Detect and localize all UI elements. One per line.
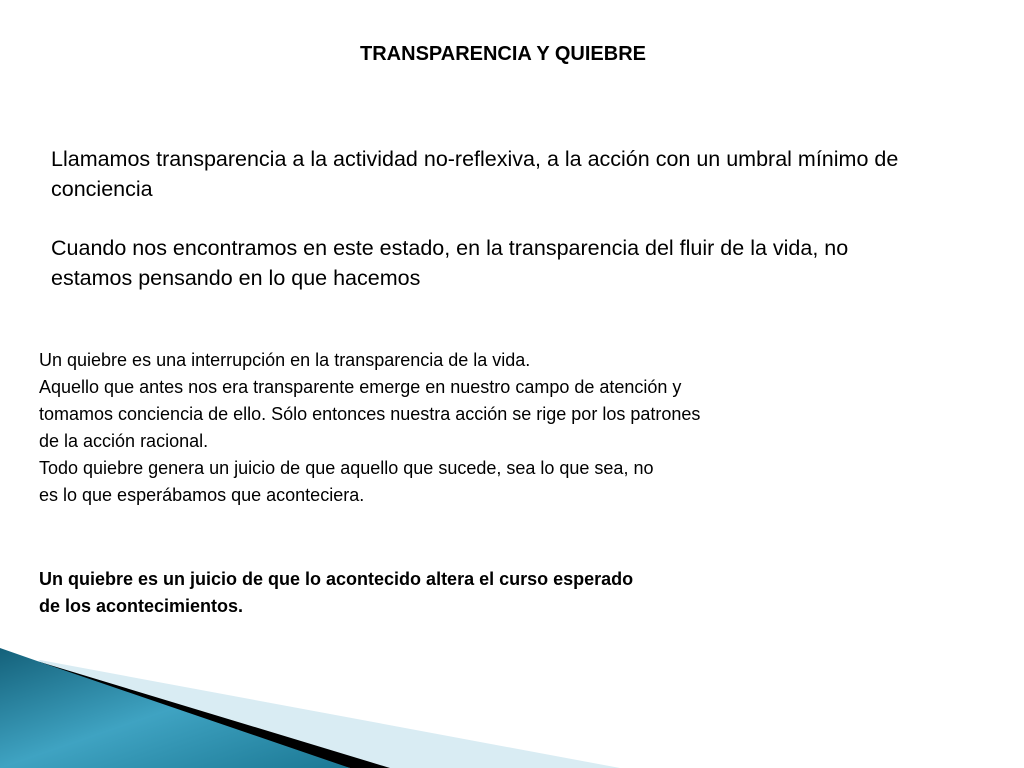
paragraph-transparency-state: Cuando nos encontramos en este estado, en la transparencia del fluir de la vida, no estamos pensando en lo que hacemos xyxy=(51,236,849,290)
teal-shape xyxy=(0,648,350,768)
body-line: es lo que esperábamos que aconteciera. xyxy=(39,485,365,505)
slide-title: TRANSPARENCIA Y QUIEBRE xyxy=(360,43,646,65)
black-stripe xyxy=(0,662,390,768)
pale-blue-band xyxy=(0,660,620,768)
paragraph-transparency-definition: Llamamos transparencia a la actividad no-reflexiva, a la acción con un umbral mínimo de conciencia xyxy=(51,147,899,201)
body-line: Aquello que antes nos era transparente emerge en nuestro campo de atención y xyxy=(39,377,682,397)
body-line: de la acción racional. xyxy=(39,431,209,451)
quiebre-explanation xyxy=(39,347,939,509)
body-line: Todo quiebre genera un juicio de que aquello que sucede, sea lo que sea, no xyxy=(39,458,654,478)
conclusion-line: de los acontecimientos. xyxy=(39,596,244,616)
conclusion-line: Un quiebre es un juicio de que lo acontecido altera el curso esperado xyxy=(39,569,634,589)
body-line: Un quiebre es una interrupción en la transparencia de la vida. xyxy=(39,350,531,370)
quiebre-conclusion xyxy=(39,566,939,620)
body-line: tomamos conciencia de ello. Sólo entonces nuestra acción se rige por los patrones xyxy=(39,404,701,424)
